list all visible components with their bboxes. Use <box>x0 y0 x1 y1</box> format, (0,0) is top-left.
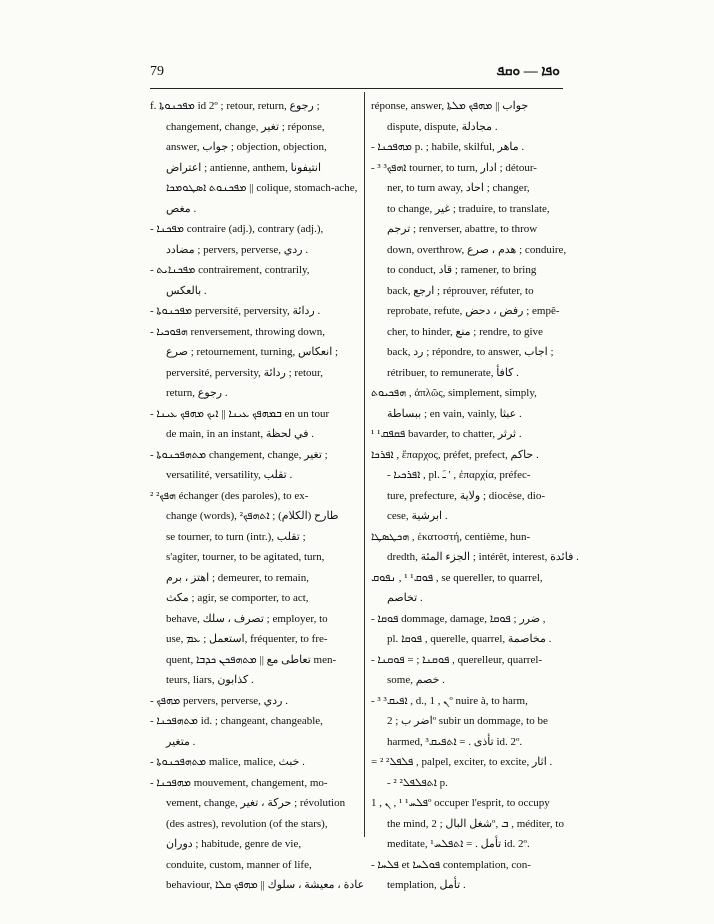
entry-line: ترجم ; renverser, abattre, to throw <box>387 223 538 235</box>
entry-line: some, خصم . <box>387 674 445 686</box>
entry-line: ܗܟܛܣܛܐ , ἑκατοστή, centième, hun- <box>371 530 531 543</box>
dictionary-entry <box>150 96 358 219</box>
entry-line: ner, to turn away, احاد ; changer, <box>387 182 530 194</box>
entry-line: versatilité, versatility, تقلب . <box>166 469 293 481</box>
dictionary-entry <box>371 96 567 137</box>
entry-line: (des astres), revolution (of the stars), <box>166 817 328 830</box>
entry-line: - ܡܗܦܟܢܐ mouvement, changement, mo- <box>150 776 328 789</box>
entry-line: - ܡܗܦܟܢܐ p. ; habile, skilful, ماهر . <box>371 141 525 153</box>
dictionary-entry <box>150 260 358 301</box>
entry-line: مضادد ; pervers, perverse, ردي . <box>166 243 309 256</box>
entry-line: behaviour, عادة ، معيشة ، سلوك || ܡܗܦܟ ܩܠܐ <box>166 879 365 891</box>
dictionary-entry <box>371 691 567 753</box>
entry-line: صرع ; retournement, turning, انعكاس ; <box>166 346 339 358</box>
dictionary-entry <box>150 711 358 752</box>
dictionary-entry <box>371 568 567 609</box>
entry-line: rétribuer, to remunerate, كافأ . <box>387 366 519 379</box>
entry-line: - ܐܗܦܟ³ ³ tourner, to turn, ادار ; détour- <box>371 161 537 174</box>
entry-line: بالعكس . <box>166 284 207 297</box>
entry-line: change (words), طارح (الكلام) ; ܐܬܗܦܟ² <box>166 510 339 522</box>
dictionary-entry <box>371 424 567 445</box>
entry-line: conduite, custom, manner of life, <box>166 858 312 871</box>
entry-line: the mind, شغل البال ; 2º, ܒ , méditer, to <box>387 817 564 830</box>
entry-line: f. ܡܦܟܢܘܬܐ id 2º ; retour, return, رجوع ; <box>150 100 320 112</box>
entry-line: ܡܦܟܢܘܬ ܐܣܛܘܡܟܐ || colique, stomach-ache, <box>166 182 358 194</box>
left-column <box>150 96 365 896</box>
dictionary-entry <box>150 691 358 712</box>
entry-line: se tourner, to turn (intr.), تقلب ; <box>166 530 306 543</box>
entry-line: s'agiter, tourner, to be agitated, turn, <box>166 551 325 563</box>
page-header <box>150 64 560 86</box>
entry-line: pl. ܦܘܩܐ , querelle, quarrel, مخاصمة . <box>387 633 552 645</box>
dictionary-entry <box>371 609 567 650</box>
entry-line: réponse, answer, جواب || ܡܗܦܟ ܡܠܬܐ <box>371 100 529 112</box>
entry-line: dispute, dispute, مجادلة . <box>387 120 498 133</box>
entry-line: متغير . <box>166 735 196 748</box>
entry-line: اضر ب ; 2º subir un dommage, to be <box>387 715 548 727</box>
entry-line: de main, in an instant, في لحظة . <box>166 428 314 440</box>
entry-line: دوران ; habitude, genre de vie, <box>166 838 302 850</box>
dictionary-entry <box>371 752 567 793</box>
dictionary-entry <box>150 445 358 486</box>
dictionary-entry <box>150 322 358 404</box>
dictionary-entry <box>371 158 567 384</box>
entry-line: return, رجوع . <box>166 387 228 399</box>
entry-line: - ܡܬܗܦܟܢܐ id. ; changeant, changeable, <box>150 715 323 727</box>
entry-line: ܗܦܟ² ² échanger (des paroles), to ex- <box>150 489 309 502</box>
entry-line: down, overthrow, هدم ، صرع ; conduire, <box>387 243 567 256</box>
entry-line: - ܡܬܗܦܟܢܘܬܐ malice, malice, خبث . <box>150 756 305 768</box>
entry-line: use, استعمل ; ܥܡ, fréquenter, to fre- <box>166 633 328 645</box>
entry-line: harmed, تأذى . = ܐܬܦܝܩ³ id. 2º. <box>387 735 523 748</box>
entry-line: back, رد ; répondre, to answer, اجاب ; <box>387 346 554 358</box>
entry-line: = ܦܠܦܠ² ² , palpel, exciter, to excite, اثار . <box>371 756 553 768</box>
entry-line: cese, ابرشية . <box>387 510 448 522</box>
entry-line: ܗܦܟܝܘܬ , ἀπλῶς, simplement, simply, <box>371 387 537 399</box>
dictionary-entry <box>150 219 358 260</box>
entry-line: اهتز ، برم ; demeurer, to remain, <box>166 571 309 584</box>
entry-line: perversité, perversity, ردائة ; retour, <box>166 366 324 379</box>
entry-line: teurs, liars, كذابون . <box>166 674 254 686</box>
page-number: 79 <box>150 64 164 79</box>
entry-line: - ܐܦܪܟܝܐ , pl. ـَ ' , ἐπαρχία, préfec- <box>387 469 531 481</box>
entry-line: back, ارجع ; réprouver, réfuter, to <box>387 284 534 297</box>
entry-line: quent, تعاطى مع || ܡܬܗܦܟܢ ܟܕܒܐ men- <box>166 653 337 666</box>
entry-line: meditate, تأمل . = ܐܬܦܠܚ¹ id. 2º. <box>387 838 530 850</box>
dictionary-entry <box>371 137 567 158</box>
right-column <box>371 96 579 896</box>
entry-line: - ܦܠܚܐ et ܦܘܠܚܐ contemplation, con- <box>371 858 531 871</box>
entry-line: - ܦܘܩܐ dommage, damage, ضرر ; ܦܘܩܐ , <box>371 612 546 625</box>
entry-line: - ܦܘܩܢܐ ; = ܦܘܩܢܐ , querelleur, quarrel- <box>371 653 543 666</box>
entry-line: اعتراض ; antienne, anthem, انتيفونا <box>166 161 321 174</box>
entry-line: ܦܠܚ¹ ¹ , ܢ , 1º occuper l'esprit, to occupy <box>371 797 550 809</box>
entry-line: ܦܘܩ¹ ¹ , ܢܦܘܩ , se quereller, to quarrel, <box>371 571 543 584</box>
entry-line: cher, to hinder, منع ; rendre, to give <box>387 325 543 338</box>
entry-line: changement, change, تغير ; réponse, <box>166 120 325 133</box>
entry-line: - ܡܦܟܢܐܝܬ contrairement, contrarily, <box>150 264 310 276</box>
dictionary-entry <box>150 773 365 896</box>
entry-line: vement, change, حركة ، تغير ; révolution <box>166 797 346 809</box>
entry-line: - ܐܬܦܠܦܠ² ² p. <box>387 776 448 789</box>
dictionary-entry <box>371 793 567 855</box>
entry-line: - ܐܦܝܩ³ ³ , d., ܢ , 1º nuire à, to harm, <box>371 694 528 707</box>
entry-line: - ܡܦܟܢܐ contraire (adj.), contrary (adj.), <box>150 223 324 235</box>
entry-line: ture, prefecture, ولاية ; diocèse, dio- <box>387 489 545 502</box>
dictionary-entry <box>150 486 358 691</box>
entry-line: - ܡܬܗܦܟܢܘܬܐ changement, change, تغير ; <box>150 448 328 461</box>
entry-line: تخاصم . <box>387 592 423 604</box>
dictionary-entry <box>371 650 567 691</box>
dictionary-entry <box>371 383 567 424</box>
dictionary-entry <box>371 527 579 568</box>
entry-line: مكث ; agir, se comporter, to act, <box>166 592 309 604</box>
entry-line: ܦܩܦܩ¹ ¹ bavarder, to chatter, ثرثر . <box>371 428 522 440</box>
column-divider <box>364 92 365 837</box>
dictionary-entry <box>150 404 358 445</box>
dictionary-entry <box>371 855 567 896</box>
entry-line: to conduct, قاد ; ramener, to bring <box>387 264 537 276</box>
entry-line: - ܡܦܟܢܘܬܐ perversité, perversity, ردائة . <box>150 305 321 317</box>
entry-line: behave, تصرف ، سلك ; employer, to <box>166 612 328 625</box>
entry-line: ببساطة ; en vain, vainly, عبثا . <box>387 407 522 420</box>
entry-line: - ܡܗܦܟ pervers, perverse, ردي . <box>150 694 288 707</box>
entry-line: to change, غير ; traduire, to translate, <box>387 202 550 215</box>
entry-line: reprobate, refute, رفض ، دحض ; empê- <box>387 305 560 317</box>
entry-line: dredth, الجزء المئة ; intérêt, interest, فائدة . <box>387 551 579 563</box>
entry-line: - ܒܡܗܦܟ ܥܝܢܐ || ܐܝܟ ܡܗܦܟ ܥܝܢܐ en un tour <box>150 407 330 420</box>
running-head: ܘܦܐ — ܘܩܦ <box>496 64 560 79</box>
dictionary-entry <box>150 301 358 322</box>
dictionary-entry <box>150 752 358 773</box>
entry-line: answer, جواب ; objection, objection, <box>166 141 327 153</box>
entry-line: ܐܦܪܟܐ , ἔπαρχος, préfet, prefect, حاكم . <box>371 448 539 461</box>
header-rule <box>150 88 563 89</box>
entry-line: templation, تأمل . <box>387 879 466 891</box>
dictionary-entry <box>371 445 567 527</box>
entry-line: مغص . <box>166 202 197 215</box>
entry-line: - ܗܦܘܟܝܐ renversement, throwing down, <box>150 325 325 338</box>
